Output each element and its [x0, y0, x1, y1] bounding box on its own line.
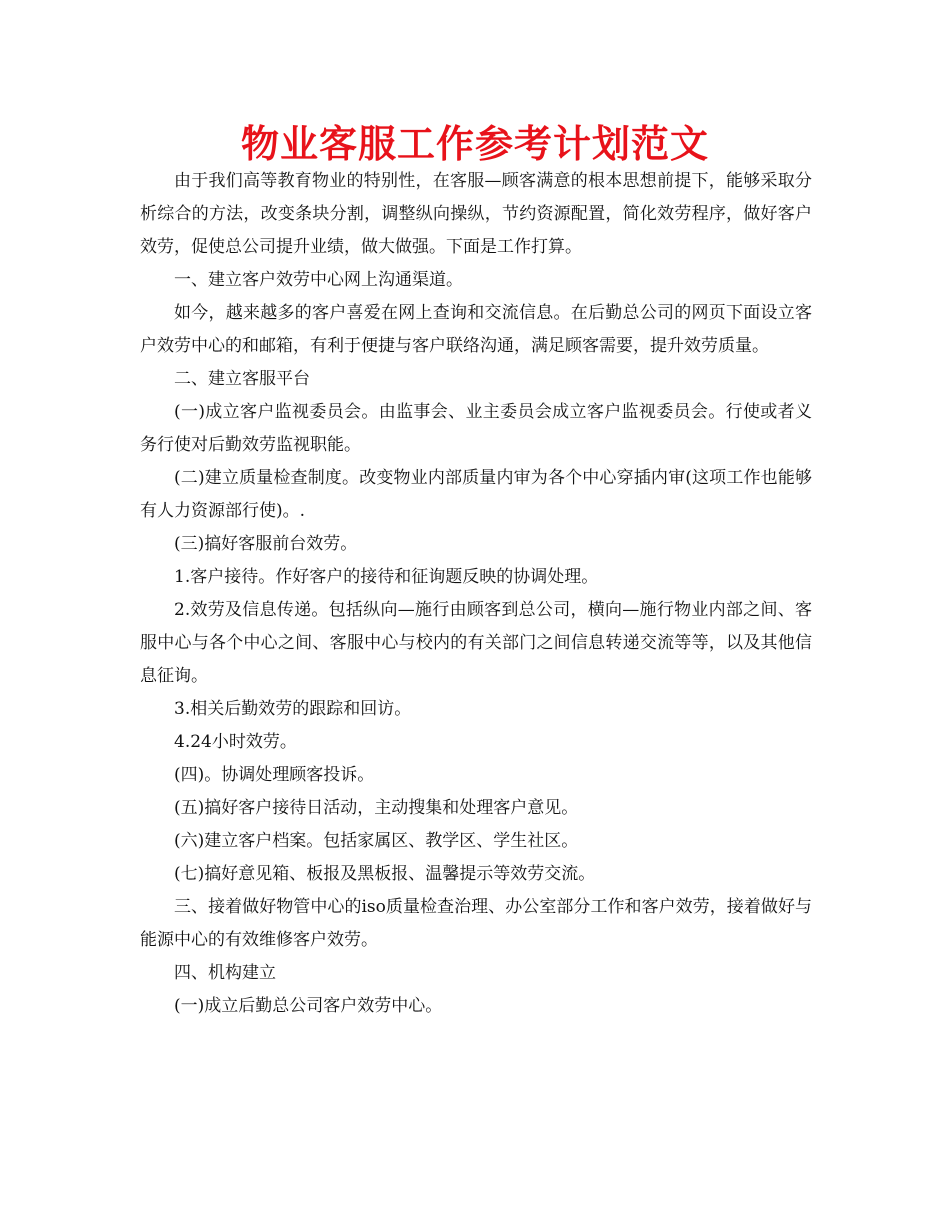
- document-body: [140, 165, 812, 1023]
- section-heading-2: 二、建立客服平台: [174, 369, 310, 389]
- paragraph: (三)搞好客服前台效劳。: [174, 534, 358, 554]
- paragraph: (一)成立客户监视委员会。由监事会、业主委员会成立客户监视委员会。行使或者义务行使对后勤效劳监视职能。: [140, 402, 812, 455]
- section-heading-1: 一、建立客户效劳中心网上沟通渠道。: [174, 270, 463, 290]
- list-item: 1.客户接待。作好客户的接待和征询题反映的协调处理。: [174, 567, 599, 587]
- section-heading-3: 三、接着做好物管中心的iso质量检查治理、办公室部分工作和客户效劳，接着做好与能源中心的有效维修客户效劳。: [140, 897, 812, 950]
- paragraph: (六)建立客户档案。包括家属区、教学区、学生社区。: [174, 831, 579, 851]
- list-item: 2.效劳及信息传递。包括纵向—施行由顾客到总公司，横向—施行物业内部之间、客服中心与各个中心之间、客服中心与校内的有关部门之间信息转递交流等等，以及其他信息征询。: [140, 600, 812, 686]
- paragraph: 如今，越来越多的客户喜爱在网上查询和交流信息。在后勤总公司的网页下面设立客户效劳中心的和邮箱，有利于便捷与客户联络沟通，满足顾客需要，提升效劳质量。: [140, 303, 812, 356]
- list-item: 4.24小时效劳。: [174, 732, 297, 752]
- paragraph: (一)成立后勤总公司客户效劳中心。: [174, 996, 443, 1016]
- section-heading-4: 四、机构建立: [174, 963, 276, 983]
- paragraph-intro: 由于我们高等教育物业的特别性，在客服—顾客满意的根本思想前提下，能够采取分析综合的方法，改变条块分割，调整纵向操纵，节约资源配置，简化效劳程序，做好客户效劳，促使总公司提升业绩，做大做强。下面是工作打算。: [140, 171, 812, 257]
- paragraph: (四)。协调处理顾客投诉。: [174, 765, 375, 785]
- paragraph: (五)搞好客户接待日活动，主动搜集和处理客户意见。: [174, 798, 579, 818]
- paragraph: (二)建立质量检查制度。改变物业内部质量内审为各个中心穿插内审(这项工作也能够有人力资源部行使)。.: [140, 468, 812, 521]
- paragraph: (七)搞好意见箱、板报及黑板报、温馨提示等效劳交流。: [174, 864, 596, 884]
- document-title: 物业客服工作参考计划范文: [240, 122, 709, 166]
- list-item: 3.相关后勤效劳的跟踪和回访。: [174, 699, 412, 719]
